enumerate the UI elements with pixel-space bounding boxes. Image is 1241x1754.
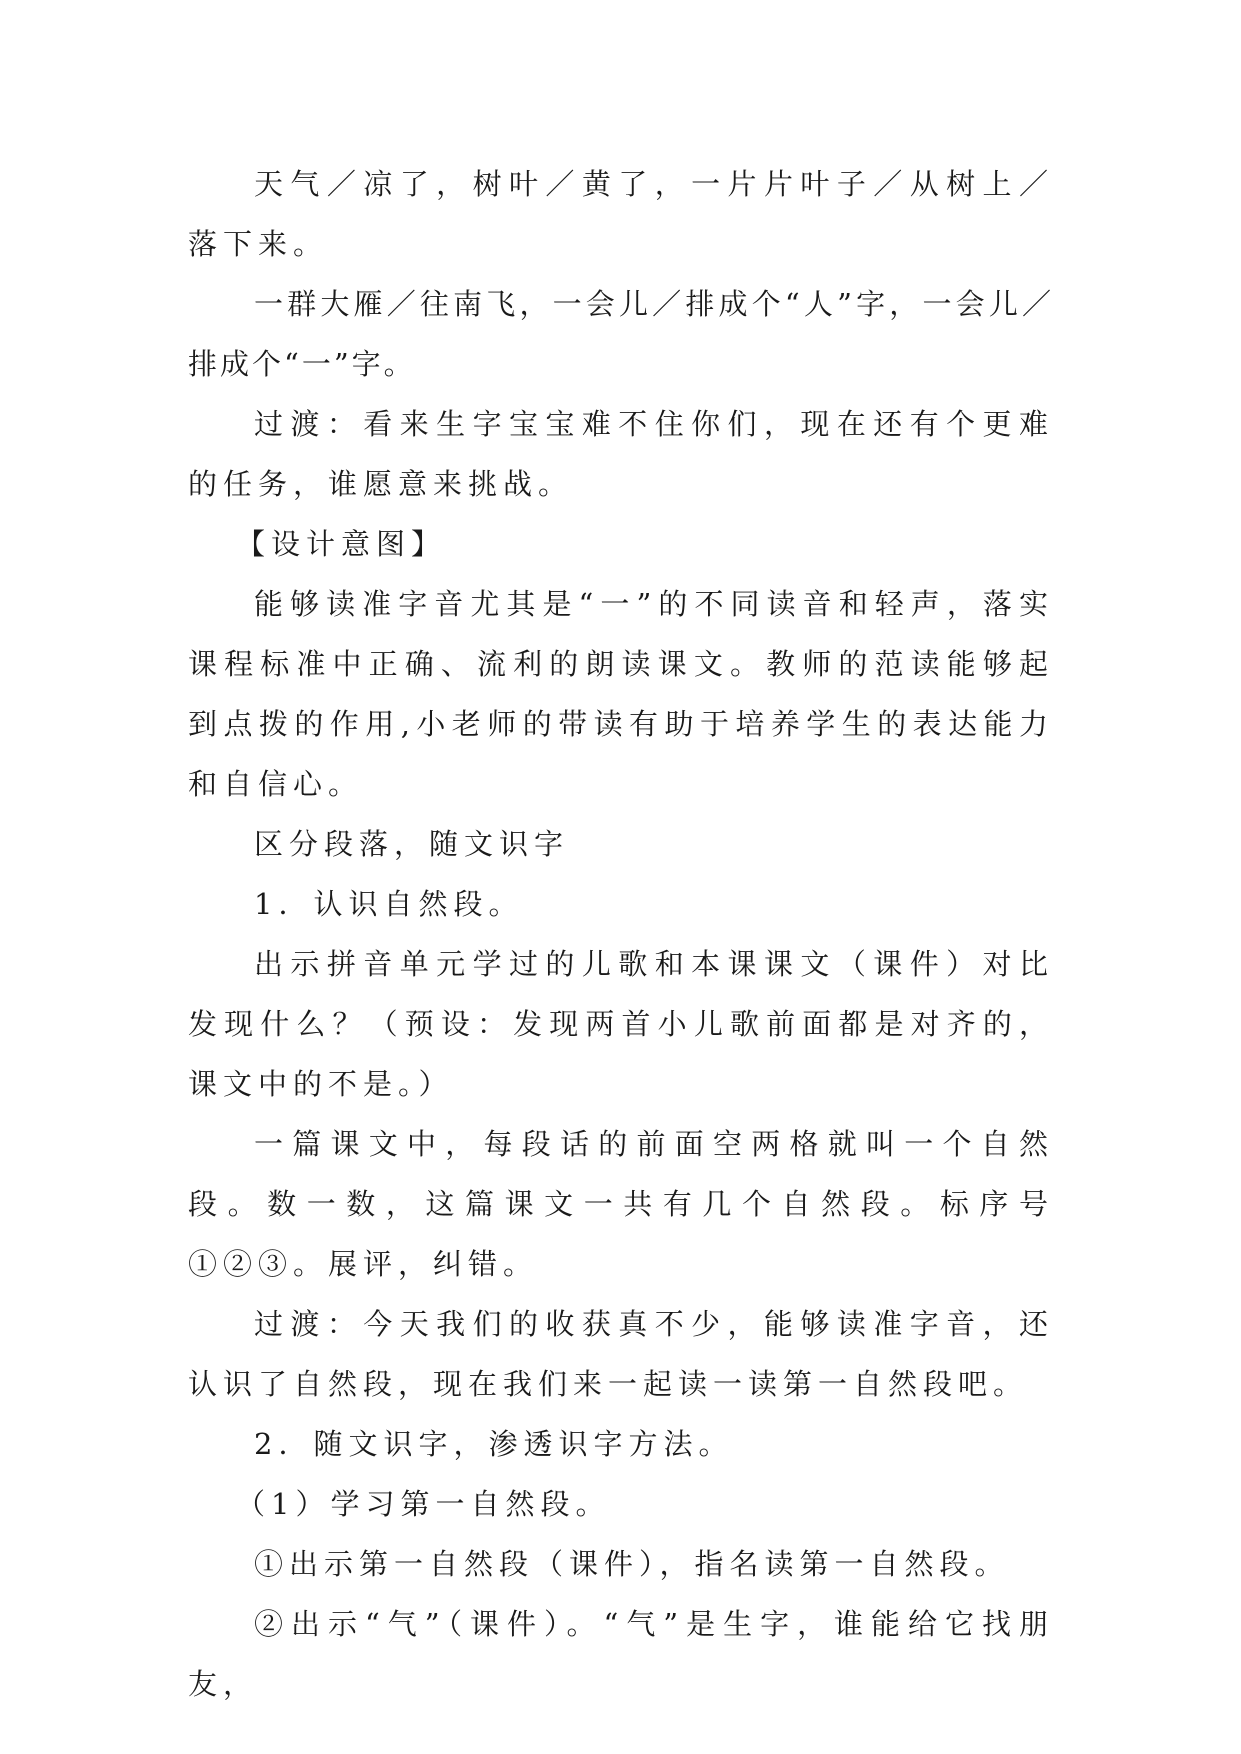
paragraph-reading-line-2: 一群大雁／往南飞，一会儿／排成个“人”字，一会儿／排成个“一”字。 xyxy=(188,287,1054,381)
sub-step-item-1: ①出示第一自然段（课件），指名读第一自然段。 xyxy=(254,1547,1010,1581)
paragraph-transition-2: 过渡：今天我们的收获真不少，能够读准字音，还认识了自然段，现在我们来一起读一读第一自然段吧。 xyxy=(188,1307,1054,1401)
sub-step-1-heading: （1）学习第一自然段。 xyxy=(236,1487,611,1521)
section-heading-design-intent: 【设计意图】 xyxy=(236,527,447,561)
paragraph-compare-texts: 出示拼音单元学过的儿歌和本课课文（课件）对比发现什么？（预设：发现两首小儿歌前面都是对齐的，课文中的不是。） xyxy=(188,947,1054,1101)
step-2-heading: 2．随文识字，渗透识字方法。 xyxy=(254,1427,734,1461)
paragraph-natural-paragraph-definition: 一篇课文中，每段话的前面空两格就叫一个自然段。数一数，这篇课文一共有几个自然段。标序号①②③。展评，纠错。 xyxy=(188,1127,1054,1281)
sub-step-item-2: ②出示“气”（课件）。“气”是生字，谁能给它找朋友， xyxy=(188,1607,1054,1701)
section-heading-paragraph-literacy: 区分段落，随文识字 xyxy=(254,827,570,861)
paragraph-design-intent: 能够读准字音尤其是“一”的不同读音和轻声，落实课程标准中正确、流利的朗读课文。教师的范读能够起到点拨的作用,小老师的带读有助于培养学生的表达能力和自信心。 xyxy=(188,587,1054,801)
document-body xyxy=(188,154,1054,1714)
paragraph-transition-1: 过渡：看来生字宝宝难不住你们，现在还有个更难的任务，谁愿意来挑战。 xyxy=(188,407,1054,501)
step-1-heading: 1．认识自然段。 xyxy=(254,887,524,921)
paragraph-reading-line-1: 天气／凉了，树叶／黄了，一片片叶子／从树上／落下来。 xyxy=(188,167,1054,261)
